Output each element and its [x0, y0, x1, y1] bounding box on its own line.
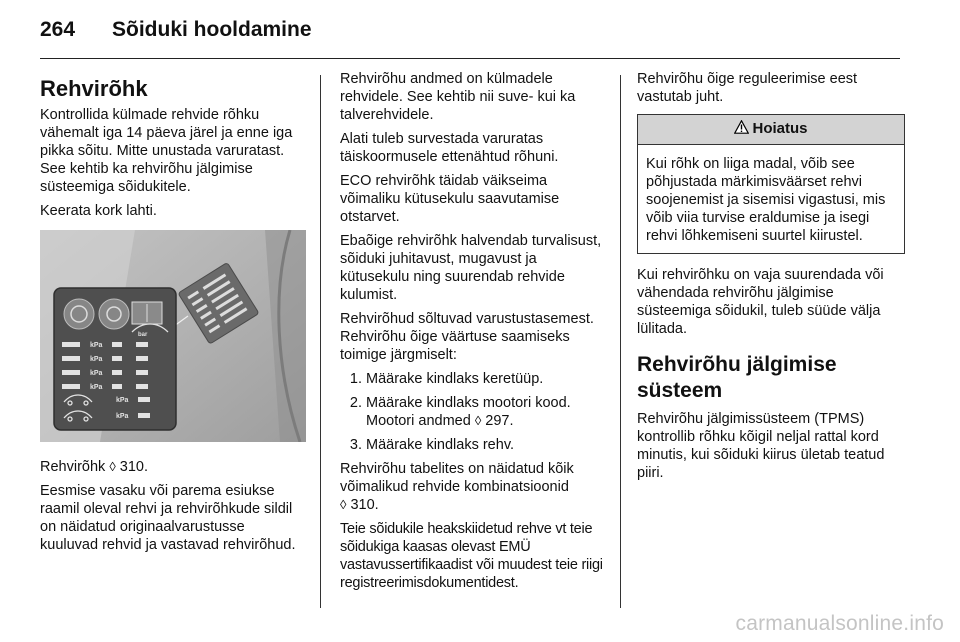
reference-text: Rehvirõhk [40, 459, 106, 475]
column-divider [620, 75, 621, 608]
section-heading-tyre-pressure: Rehvirõhk [40, 76, 148, 101]
page-reference-icon: ◊ [474, 413, 482, 428]
paragraph: Rehvirõhu andmed on külmadele rehvidele. See kehtib nii suve- kui ka talverehvidele. [340, 71, 576, 123]
warning-header [638, 115, 904, 145]
column-2 [340, 70, 608, 598]
paragraph: Eesmise vasaku või parema esiukse raamil oleval rehvi ja rehvirõhkude sildil on näidatud originaalvarustusse kuuluvad rehvid ja vastavad rehvirõhud. [40, 483, 296, 553]
chapter-title: Sõiduki hooldamine [112, 18, 312, 41]
section-heading-tpms: Rehvirõhu jälgimise süsteem [637, 353, 837, 402]
paragraph: Ebaõige rehvirõhk halvendab turvalisust, sõiduki juhitavust, mugavust ja kütusekulu ning suurendab rehvide kulumist. [340, 233, 602, 303]
list-item: 2. Määrake kindlaks mootori kood. Mootori andmed ◊ 297. [366, 394, 608, 430]
label-unit: kPa [90, 356, 103, 363]
paragraph: Kui rehvirõhku on vaja suurendada või vähendada rehvirõhu jälgimise süsteemiga sõidukil, tuleb süüde välja lülitada. [637, 267, 884, 337]
warning-icon [734, 120, 749, 138]
label-unit-bar: bar [138, 332, 148, 338]
paragraph: ECO rehvirõhk täidab väikseima võimaliku kütusekulu saavutamise otstarvet. [340, 173, 560, 225]
warning-text: Kui rõhk on liiga madal, võib see põhjustada märkimisväärset rehvi soojenemist ja sisemisi vigastusi, mis võib viia turvise eraldumise ja isegi rehvi lõhkemiseni suurtel kiirustel. [646, 156, 886, 244]
page-reference-icon: ◊ [109, 459, 116, 474]
warning-box [637, 114, 905, 254]
list-item: 3. Määrake kindlaks rehv. [366, 436, 608, 454]
tyre-pressure-label-photo [40, 230, 306, 442]
paragraph: Kontrollida külmade rehvide rõhku vähemalt iga 14 päeva järel ja enne iga pikka sõitu. Mitte unustada varuratast. See kehtib ka rehvirõhu jälgimise süsteemiga sõidukitele. [40, 107, 293, 195]
column-3 [637, 70, 905, 488]
watermark: carmanualsonline.info [735, 612, 944, 635]
paragraph: Rehvirõhud sõltuvad varustustasemest. Rehvirõhu õige väärtuse saamiseks toimige järgmiselt: [340, 311, 594, 363]
page-number: 264 [40, 18, 76, 41]
cross-reference [40, 458, 306, 476]
page-reference-icon: ◊ [340, 497, 347, 512]
warning-title: Hoiatus [752, 120, 808, 137]
label-unit: kPa [90, 370, 103, 377]
column-divider [320, 75, 321, 608]
steps-list [340, 370, 608, 454]
list-item: 1. Määrake kindlaks keretüüp. [366, 370, 608, 388]
label-unit: kPa [90, 342, 103, 349]
paragraph: Alati tuleb survestada varuratas täiskoormusele ettenähtud rõhuni. [340, 131, 559, 165]
paragraph: Rehvirõhu jälgimissüsteem (TPMS) kontrollib rõhku kõigil neljal rattal kord minutis, kui sõiduki kiirus ületab teatud piiri. [637, 411, 885, 481]
column-1 [40, 70, 306, 560]
label-unit: kPa [90, 384, 103, 391]
label-unit: kPa [116, 397, 129, 404]
header-rule [40, 58, 900, 59]
label-unit: kPa [116, 413, 129, 420]
paragraph: Teie sõidukile heakskiidetud rehve vt teie sõidukiga kaasas olevast EMÜ vastavussertifikaadist või muudest teie riigi registreerimisdokumentidest. [340, 521, 603, 591]
paragraph: Rehvirõhu õige reguleerimise eest vastutab juht. [637, 71, 858, 105]
reference-page: 310. [119, 459, 149, 475]
paragraph: Keerata kork lahti. [40, 203, 157, 219]
paragraph: Rehvirõhu tabelites on näidatud kõik võimalikud rehvide kombinatsioonid ◊ 310. [340, 461, 574, 513]
